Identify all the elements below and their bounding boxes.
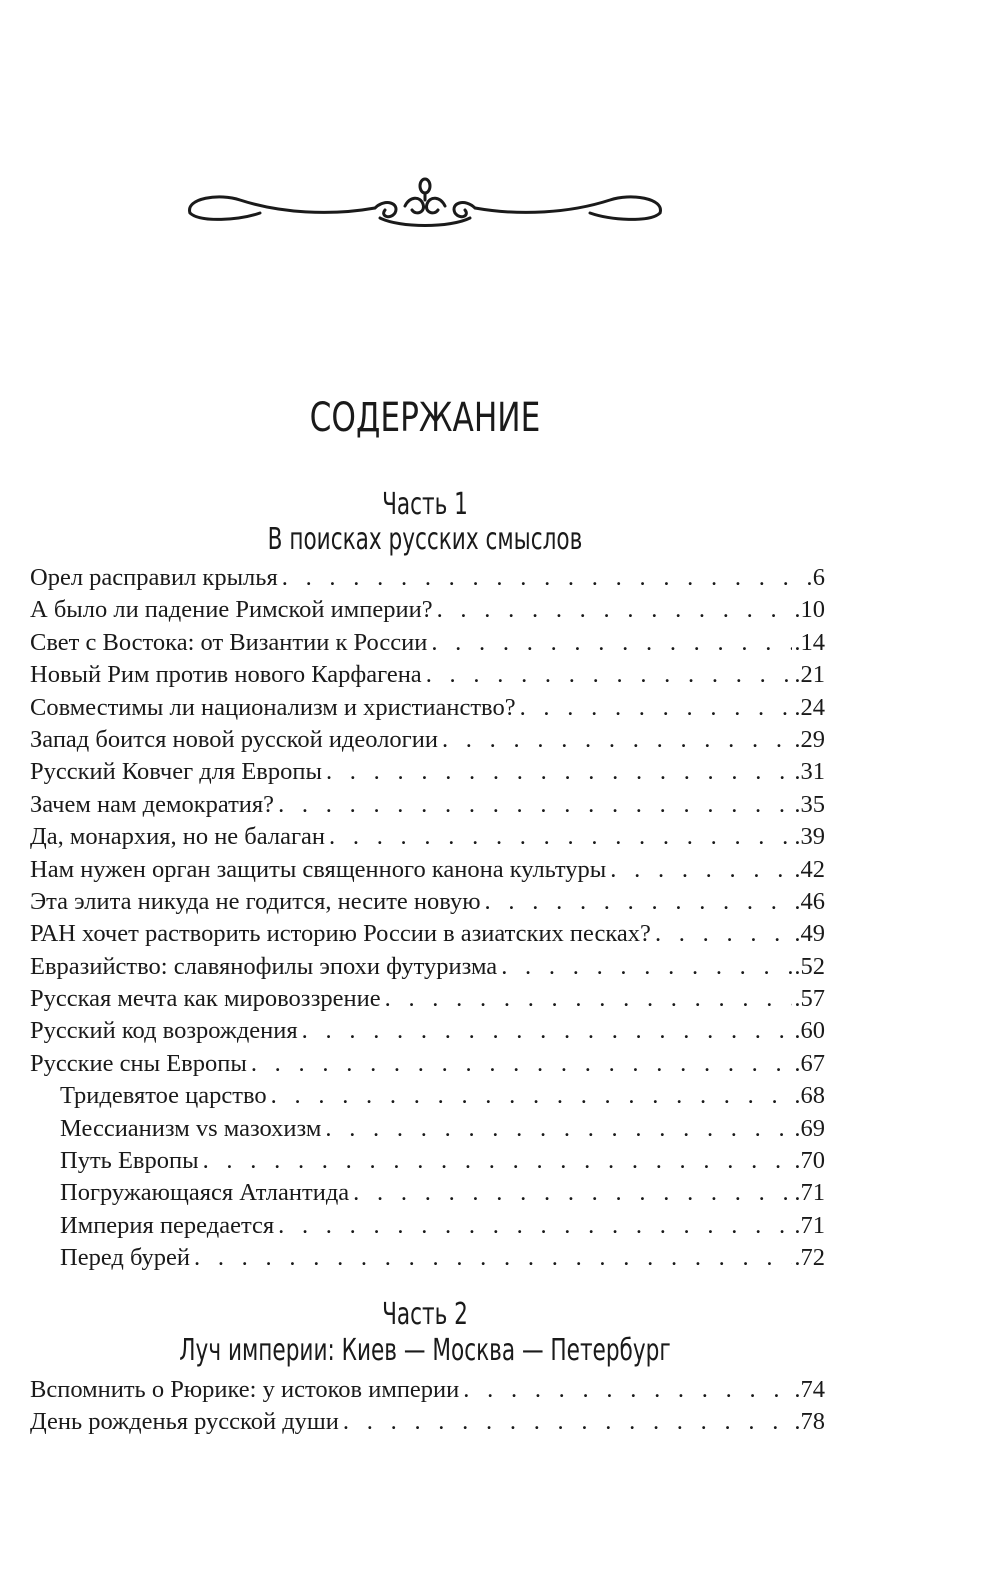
toc-entry-title: Русский Ковчег для Европы [30,758,322,786]
toc-entry-page: .74 [794,1376,825,1403]
toc-entry [30,692,825,724]
toc-entry-title: Свет с Востока: от Византии к России [30,628,428,656]
dot-leader [610,854,792,886]
toc-entry-title: Да, монархия, но не балаган [30,823,325,851]
toc-entry [30,562,825,594]
toc-entry-title: Зачем нам демократия? [30,790,275,818]
toc-entry-page: .70 [794,1147,825,1175]
toc-entry-page: .42 [794,855,825,883]
toc-entry-title: Русские сны Европы [30,1049,247,1077]
toc-part-1 [30,562,825,1275]
part-1-label: Часть 1 [382,487,468,522]
toc-entry [30,724,825,756]
toc-entry [30,1406,825,1438]
toc-entry [30,594,825,626]
toc-entry-page: .52 [794,952,825,980]
toc-entry [30,1210,825,1242]
toc-entry [30,1015,825,1047]
toc-entry-title: Путь Европы [60,1147,199,1175]
toc-entry-title: День рожденья русской души [30,1408,339,1436]
toc-entry [30,983,825,1015]
part-2-label: Часть 2 [382,1297,468,1332]
toc-entry [30,886,825,918]
toc-entry [30,1374,825,1406]
toc-entry-title: Евразийство: славянофилы эпохи футуризма [30,952,498,980]
dot-leader [520,692,793,724]
toc-entry-page: .35 [794,790,825,818]
toc-entry [30,1177,825,1209]
toc-entry [30,1242,825,1274]
dot-leader [442,724,792,756]
toc-entry-page: .49 [794,920,825,948]
toc-entry-page: .67 [794,1049,825,1077]
toc-entry-page: .31 [794,758,825,786]
dot-leader [431,627,792,659]
toc-entry-title: РАН хочет растворить историю России в азиатских песках? [30,920,651,948]
toc-entry-page: 6 [812,564,825,591]
toc-entry-title: Империя передается [60,1211,275,1239]
toc-entry-page: .78 [794,1408,825,1436]
toc-entry-title: Запад боится новой русской идеологии [30,725,438,753]
toc-entry [30,1048,825,1080]
toc-entry-page: .71 [794,1179,825,1207]
dot-leader [325,1113,792,1145]
toc-entry [30,951,825,983]
toc-entry-page: .29 [794,725,825,753]
dot-leader [385,983,793,1015]
toc-entry [30,659,825,691]
toc-entry-title: Орел расправил крылья [30,564,278,591]
toc-entry-page: .69 [794,1114,825,1142]
toc-entry-title: Тридевятое царство [60,1082,267,1110]
decorative-flourish [180,168,670,238]
toc-entry [30,1080,825,1112]
toc-entry-title: Русский код возрождения [30,1017,298,1045]
dot-leader [463,1374,792,1406]
toc-entry-title: Русская мечта как мировоззрение [30,985,381,1013]
dot-leader [485,886,793,918]
toc-entry-title: Эта элита никуда не годится, несите новую [30,887,481,915]
toc-entry [30,918,825,950]
toc-entry [30,854,825,886]
dot-leader [501,951,792,983]
part-1-subtitle: В поисках русских смыслов [267,522,583,557]
toc-entry-page: .39 [794,823,825,851]
dot-leader [343,1406,792,1438]
toc-entry-page: .71 [794,1211,825,1239]
toc-entry-title: Перед бурей [60,1244,190,1272]
toc-entry-title: А было ли падение Римской империи? [30,596,433,624]
toc-entry-title: Вспомнить о Рюрике: у истоков империи [30,1376,460,1403]
dot-leader [203,1145,793,1177]
dot-leader [655,918,792,950]
dot-leader [278,1210,792,1242]
toc-entry-page: .21 [794,661,825,689]
dot-leader [278,789,792,821]
toc-entry [30,627,825,659]
toc-entry-title: Погружающаяся Атлантида [60,1179,350,1207]
dot-leader [271,1080,793,1112]
toc-entry-page: .68 [794,1082,825,1110]
dot-leader [251,1048,793,1080]
dot-leader [426,659,793,691]
dot-leader [353,1177,792,1209]
toc-entry-page: .72 [794,1244,825,1272]
toc-entry [30,756,825,788]
toc-entry [30,1113,825,1145]
toc-entry-title: Новый Рим против нового Карфагена [30,661,422,689]
dot-leader [329,821,792,853]
toc-entry-page: .24 [794,693,825,721]
dot-leader [194,1242,792,1274]
toc-entry [30,821,825,853]
dot-leader [302,1015,793,1047]
toc-part-2 [30,1374,825,1439]
part-2-subtitle: Луч империи: Киев — Москва — Петербург [179,1333,671,1368]
toc-entry [30,789,825,821]
toc-entry-page: .60 [794,1017,825,1045]
toc-entry-page: .57 [794,985,825,1013]
dot-leader [282,562,811,594]
toc-entry-page: .46 [794,887,825,915]
toc-entry-page: .14 [794,628,825,656]
toc-entry-title: Мессианизм vs мазохизм [60,1114,322,1142]
page-title: СОДЕРЖАНИЕ [309,395,541,441]
toc-entry-title: Нам нужен орган защиты священного канона культуры [30,855,607,883]
toc-entry-page: .10 [794,596,825,624]
dot-leader [437,594,793,626]
toc-entry [30,1145,825,1177]
toc-entry-title: Совместимы ли национализм и христианство? [30,693,516,721]
dot-leader [326,756,792,788]
